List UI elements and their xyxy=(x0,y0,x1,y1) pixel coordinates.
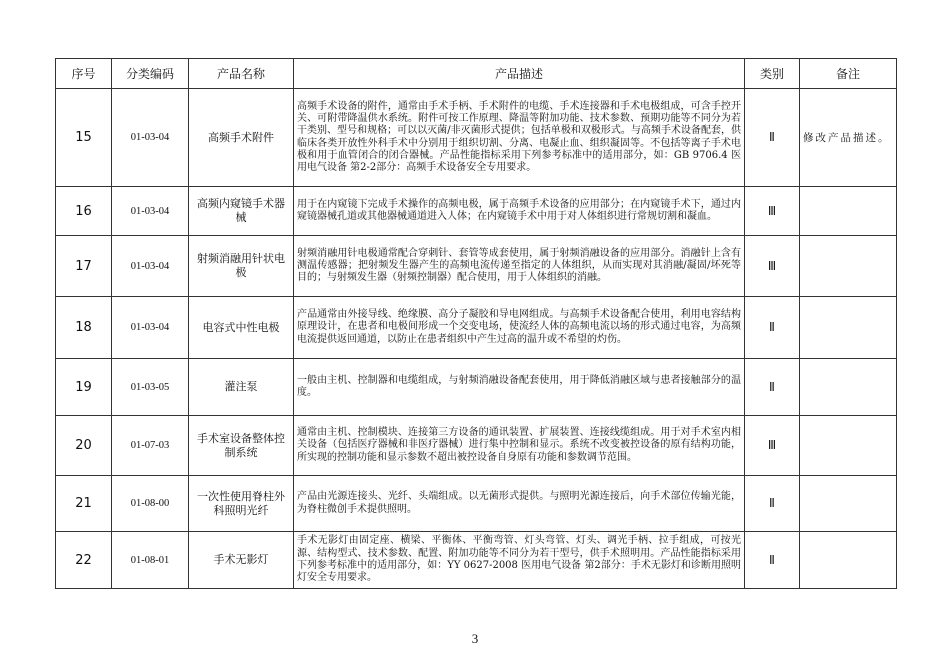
desc-cell: 产品由光源连接头、光纤、头端组成。以无菌形式提供。与照明光源连接后，向手术部位传输光能，为脊柱微创手术提供照明。 xyxy=(294,476,745,532)
category-cell: Ⅱ xyxy=(745,532,800,589)
name-cell: 一次性使用脊柱外科照明光纤 xyxy=(189,476,294,532)
header-category: 类别 xyxy=(745,59,800,89)
remark-cell xyxy=(800,297,897,359)
table-body xyxy=(56,89,897,589)
header-code: 分类编码 xyxy=(112,59,189,89)
seq-cell: 20 xyxy=(56,416,112,476)
category-cell: Ⅱ xyxy=(745,359,800,416)
desc-cell: 手术无影灯由固定座、横梁、平衡体、平衡弯管、灯头弯管、灯头、调光手柄、拉手组成，可按光源、结构型式、技术参数、配置、附加功能等不同分为若干型号，供手术照明用。产品性能指标采用下列参考标准中的适用部分，如：YY 0627-2008 医用电气设备 第2部分：手术无影灯和诊断用照明灯安全专用要求。 xyxy=(294,532,745,589)
code-cell: 01-08-00 xyxy=(112,476,189,532)
code-cell: 01-07-03 xyxy=(112,416,189,476)
header-row xyxy=(56,59,897,89)
table-row xyxy=(56,236,897,297)
remark-cell xyxy=(800,236,897,297)
category-cell: Ⅲ xyxy=(745,416,800,476)
table-row xyxy=(56,476,897,532)
seq-cell: 17 xyxy=(56,236,112,297)
remark-cell: 修改产品描述。 xyxy=(800,89,897,187)
table-row xyxy=(56,89,897,187)
header-seq: 序号 xyxy=(56,59,112,89)
table-header xyxy=(56,59,897,89)
category-cell: Ⅱ xyxy=(745,297,800,359)
header-remark: 备注 xyxy=(800,59,897,89)
name-cell: 射频消融用针状电极 xyxy=(189,236,294,297)
table-row xyxy=(56,359,897,416)
name-cell: 高频内窥镜手术器械 xyxy=(189,187,294,236)
code-cell: 01-03-04 xyxy=(112,187,189,236)
table-row xyxy=(56,532,897,589)
desc-cell: 用于在内窥镜下完成手术操作的高频电极，属于高频手术设备的应用部分；在内窥镜手术下，通过内窥镜器械孔道或其他器械通道进入人体；在内窥镜手术中用于对人体组织进行常规切割和凝血。 xyxy=(294,187,745,236)
category-cell: Ⅲ xyxy=(745,236,800,297)
device-catalog-table xyxy=(55,58,897,589)
code-cell: 01-03-05 xyxy=(112,359,189,416)
code-cell: 01-08-01 xyxy=(112,532,189,589)
desc-cell: 产品通常由外接导线、绝缘膜、高分子凝胶和导电网组成。与高频手术设备配合使用，利用电容结构原理设计，在患者和电极间形成一个交变电场，使流经人体的高频电流以场的形式通过电容，为高频电流提供返回通道，以防止在患者组织中产生过高的温升或不希望的灼伤。 xyxy=(294,297,745,359)
code-cell: 01-03-04 xyxy=(112,297,189,359)
name-cell: 电容式中性电极 xyxy=(189,297,294,359)
seq-cell: 16 xyxy=(56,187,112,236)
category-cell: Ⅱ xyxy=(745,476,800,532)
code-cell: 01-03-04 xyxy=(112,89,189,187)
name-cell: 灌注泵 xyxy=(189,359,294,416)
category-cell: Ⅱ xyxy=(745,89,800,187)
table-row xyxy=(56,297,897,359)
seq-cell: 21 xyxy=(56,476,112,532)
table-row xyxy=(56,187,897,236)
remark-cell xyxy=(800,532,897,589)
code-cell: 01-03-04 xyxy=(112,236,189,297)
header-name: 产品名称 xyxy=(189,59,294,89)
header-desc: 产品描述 xyxy=(294,59,745,89)
desc-cell: 高频手术设备的附件，通常由手术手柄、手术附件的电缆、手术连接器和手术电极组成，可含手控开关、可附带降温供水系统。附件可按工作原理、降温等附加功能、技术参数、预期功能等不同分为若干类别、型号和规格；可以以灭菌/非灭菌形式提供；包括单极和双极形式。与高频手术设备配套，供临床各类开放性外科手术中分别用于组织切割、分离、电凝止血、组织凝固等。不包括等离子手术电极和用于血管闭合的闭合器械。产品性能指标采用下列参考标准中的适用部分，如：GB 9706.4 医用电气设备 第2-2部分：高频手术设备安全专用要求。 xyxy=(294,89,745,187)
remark-cell xyxy=(800,187,897,236)
seq-cell: 18 xyxy=(56,297,112,359)
seq-cell: 19 xyxy=(56,359,112,416)
name-cell: 高频手术附件 xyxy=(189,89,294,187)
remark-cell xyxy=(800,359,897,416)
seq-cell: 15 xyxy=(56,89,112,187)
remark-cell xyxy=(800,416,897,476)
name-cell: 手术无影灯 xyxy=(189,532,294,589)
name-cell: 手术室设备整体控制系统 xyxy=(189,416,294,476)
remark-cell xyxy=(800,476,897,532)
desc-cell: 射频消融用针电极通常配合穿刺针、套管等成套使用，属于射频消融设备的应用部分。消融针上含有测温传感器；把射频发生器产生的高频电流传递至指定的人体组织，从而实现对其消融/凝固/坏死等目的；与射频发生器（射频控制器）配合使用，用于人体组织的消融。 xyxy=(294,236,745,297)
seq-cell: 22 xyxy=(56,532,112,589)
category-cell: Ⅲ xyxy=(745,187,800,236)
page-number: 3 xyxy=(471,631,479,646)
table-row xyxy=(56,416,897,476)
desc-cell: 通常由主机、控制模块、连接第三方设备的通讯装置、扩展装置、连接线缆组成。用于对手术室内相关设备（包括医疗器械和非医疗器械）进行集中控制和显示。系统不改变被控设备的原有结构功能，所实现的控制功能和显示参数不超出被控设备自身原有功能和参数调节范围。 xyxy=(294,416,745,476)
desc-cell: 一般由主机、控制器和电缆组成，与射频消融设备配套使用，用于降低消融区域与患者接触部分的温度。 xyxy=(294,359,745,416)
